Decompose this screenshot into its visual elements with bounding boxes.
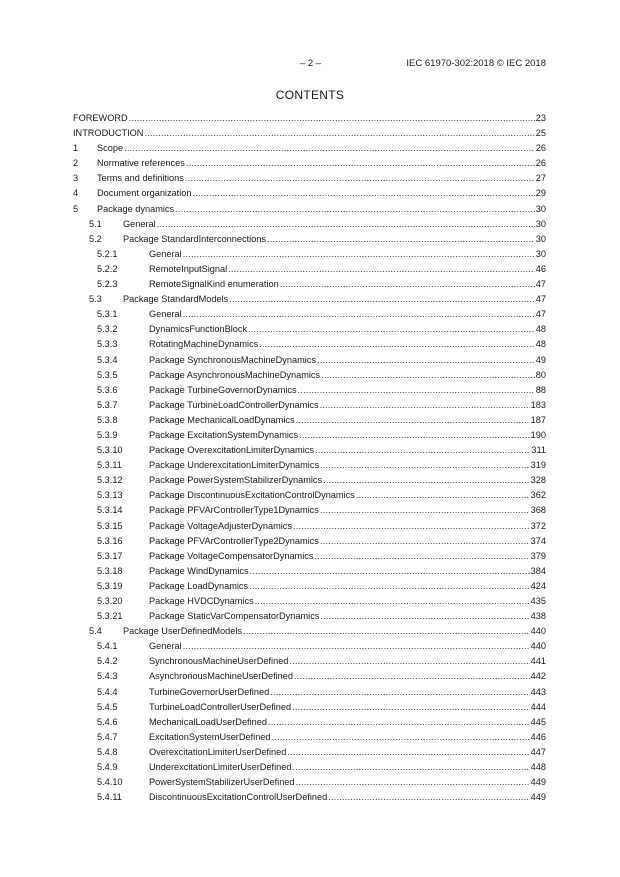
toc-entry-title: Package TurbineLoadControllerDynamics [149,399,319,410]
toc-entry-title: Package VoltageAdjusterDynamics [149,520,292,531]
standard-reference: IEC 61970-302:2018 © IEC 2018 [406,58,546,69]
toc-entry-title: TurbineGovernorUserDefined [149,686,270,697]
toc-entry[interactable] [73,141,546,156]
toc-entry-title: MechanicalLoadUserDefined [149,716,267,727]
dot-leader [183,307,535,322]
toc-entry-page: 424 [530,580,546,591]
toc-entry-number: 5.2.1 [97,248,118,259]
toc-entry-page: 435 [530,596,546,606]
toc-entry[interactable] [73,790,546,805]
toc-entry-page: 374 [530,535,546,546]
toc-entry-number: 5.4.10 [97,777,123,788]
toc-entry-number: 5.4.7 [97,731,118,742]
toc-entry-page: 48 [535,324,546,335]
toc-entry-number: 5.3.7 [97,399,118,410]
toc-entry-page: 449 [530,777,546,788]
toc-entry[interactable] [73,473,546,488]
toc-entry[interactable] [73,730,546,745]
toc-entry-page: 29 [535,188,546,199]
toc-entry-title: Normative references [97,158,185,169]
dot-leader [183,247,535,262]
dot-leader [320,534,530,549]
toc-entry-number: 5.4 [89,626,102,637]
toc-entry-title: Package UnderexcitationLimiterDynamics [149,460,320,471]
toc-entry[interactable] [73,277,546,292]
toc-entry-page: 27 [535,173,546,184]
dot-leader [229,292,535,307]
dot-leader [272,730,530,745]
toc-entry-page: 30 [535,203,546,214]
toc-entry-page: 446 [530,731,546,742]
toc-entry-page: 48 [535,339,546,350]
toc-entry[interactable] [73,413,546,428]
toc-entry-number: 5.3.19 [97,580,123,591]
toc-entry-page: 23 [535,113,546,123]
dot-leader [186,156,535,171]
toc-entry-page: 30 [535,248,546,259]
toc-entry-number: 5.4.8 [97,746,118,757]
toc-entry-title: DynamicsFunctionBlock [149,324,248,335]
toc-entry-page: 441 [530,656,546,667]
toc-entry[interactable] [73,262,546,277]
toc-entry[interactable] [73,232,546,247]
toc-entry-title: General [149,309,182,320]
toc-entry[interactable] [73,685,546,700]
toc-entry-page: 319 [530,460,546,471]
toc-entry-page: 46 [535,263,546,274]
toc-entry-title: RotatingMachineDynamics [149,339,259,350]
toc-entry-title: Package ExcitationSystemDynamics [149,429,299,440]
toc-entry-number: 5.3.8 [97,414,118,425]
toc-entry-title: Package OverexcitationLimiterDynamics [149,445,314,456]
toc-entry-page: 80 [535,369,546,380]
toc-entry-number: 5.3.10 [97,445,123,456]
toc-entry-page: 384 [530,565,546,576]
toc-entry-title: FOREWORD [73,113,128,123]
toc-entry-number: 5.4.1 [97,641,118,652]
toc-entry-title: AsynchronousMachineUserDefined [149,671,294,682]
toc-entry-number: 5.4.9 [97,762,118,773]
toc-entry-page: 190 [530,429,546,440]
toc-entry[interactable] [73,564,546,579]
dot-leader [296,413,530,428]
toc-entry-page: 440 [530,641,546,652]
page-title: CONTENTS [275,88,345,102]
toc-entry-page: 440 [530,626,546,637]
dot-leader [267,232,535,247]
toc-entry[interactable] [73,700,546,715]
toc-entry-title: Package StaticVarCompensatorDynamics [149,611,320,622]
toc-entry[interactable] [73,307,546,322]
toc-entry-title: Package dynamics [97,203,175,214]
toc-entry[interactable] [73,217,546,232]
toc-entry-title: TurbineLoadControllerUserDefined [149,701,292,712]
toc-entry-page: 47 [535,294,546,305]
toc-entry-title: General [149,248,182,259]
toc-entry[interactable] [73,594,546,609]
dot-leader [185,171,535,186]
toc-entry[interactable] [73,111,546,126]
dot-leader [255,594,530,609]
toc-entry-number: 5.3.21 [97,611,123,622]
toc-entry-number: 5.3.16 [97,535,123,546]
toc-entry[interactable] [73,503,546,518]
toc-entry-title: RemoteInputSignal [149,263,228,274]
toc-entry-number: 5.4.11 [97,792,122,803]
toc-entry-number: 5.3.14 [97,505,123,516]
toc-entry-number: 5.4.3 [97,671,118,682]
toc-entry[interactable] [73,745,546,760]
dot-leader [315,443,530,458]
toc-entry-page: 25 [535,128,546,139]
dot-leader [248,322,535,337]
toc-entry[interactable] [73,383,546,398]
dot-leader [243,624,530,639]
toc-entry-page: 379 [530,550,546,561]
toc-entry-title: Terms and definitions [97,173,184,184]
table-of-contents [73,111,546,805]
dot-leader [287,745,529,760]
toc-entry-number: 5.3.12 [97,475,123,486]
toc-entry[interactable] [73,609,546,624]
toc-entry[interactable] [73,202,546,217]
dot-leader [321,368,535,383]
dot-leader [268,715,530,730]
toc-entry[interactable] [73,775,546,790]
toc-entry[interactable] [73,579,546,594]
dot-leader [293,519,530,534]
toc-entry[interactable] [73,519,546,534]
toc-entry-title: Package PowerSystemStabilizerDynamics [149,475,323,486]
dot-leader [314,549,529,564]
dot-leader [298,383,535,398]
toc-entry[interactable] [73,639,546,654]
toc-entry-page: 443 [530,686,546,697]
toc-entry[interactable] [73,186,546,201]
toc-entry-title: Package DiscontinuousExcitationControlDynamics [149,490,355,501]
dot-leader [292,760,529,775]
toc-entry-page: 47 [535,279,546,290]
toc-entry[interactable] [73,488,546,503]
toc-entry-title: General [123,218,156,229]
toc-entry-title: Package HVDCDynamics [149,596,254,606]
toc-entry-number: 5.3.3 [97,339,118,350]
toc-entry-title: Package StandardInterconnections [123,233,267,244]
toc-entry-title: Package TurbineGovernorDynamics [149,384,297,395]
toc-entry[interactable] [73,398,546,413]
dot-leader [144,126,534,141]
toc-entry-page: 47 [535,309,546,320]
toc-entry-title: General [149,641,182,652]
toc-entry-title: Package PFVArControllerType2Dynamics [149,535,319,546]
toc-entry-number: 5.1 [89,218,102,229]
dot-leader [323,473,530,488]
toc-entry[interactable] [73,353,546,368]
toc-entry-number: 5.3 [89,294,102,305]
toc-entry[interactable] [73,760,546,775]
toc-entry-page: 368 [530,505,546,516]
dot-leader [320,458,530,473]
toc-entry-page: 328 [530,475,546,486]
toc-entry-page: 26 [535,158,546,169]
toc-entry-title: Package LoadDynamics [149,580,249,591]
toc-entry-number: 5.4.5 [97,701,118,712]
toc-entry-title: Package WindDynamics [149,565,249,576]
toc-entry-title: Package SynchronousMachineDynamics [149,354,316,365]
dot-leader [124,141,535,156]
toc-entry-page: 444 [530,701,546,712]
toc-entry-number: 4 [73,188,79,199]
toc-entry-number: 5.4.4 [97,686,118,697]
toc-entry[interactable] [73,322,546,337]
toc-entry[interactable] [73,715,546,730]
toc-entry-page: 183 [530,399,546,410]
toc-entry-page: 447 [530,746,546,757]
toc-entry[interactable] [73,337,546,352]
toc-entry-page: 372 [530,520,546,531]
toc-entry[interactable] [73,534,546,549]
toc-entry-number: 5.3.9 [97,429,118,440]
dot-leader [289,654,529,669]
toc-entry-number: 5.4.2 [97,656,118,667]
toc-entry[interactable] [73,654,546,669]
toc-entry-number: 5.3.13 [97,490,123,501]
toc-entry-page: 49 [535,354,546,365]
toc-entry-title: Scope [97,143,124,154]
toc-entry-title: INTRODUCTION [73,128,144,139]
toc-entry-page: 187 [530,414,546,425]
dot-leader [250,564,530,579]
dot-leader [320,398,530,413]
toc-entry[interactable] [73,247,546,262]
dot-leader [320,503,530,518]
toc-entry[interactable] [73,669,546,684]
toc-entry-number: 2 [73,158,79,169]
toc-entry[interactable] [73,368,546,383]
toc-entry-title: Document organization [97,188,192,199]
toc-entry-title: UnderexcitationLimiterUserDefined [149,762,292,773]
toc-entry-page: 445 [530,716,546,727]
toc-entry-title: Package VoltageCompensatorDynamics [149,550,314,561]
toc-entry-title: Package PFVArControllerType1Dynamics [149,505,319,516]
toc-entry-number: 5.3.5 [97,369,118,380]
toc-entry-number: 5.3.2 [97,324,118,335]
dot-leader [294,669,530,684]
toc-entry-title: PowerSystemStabilizerUserDefined [149,777,295,788]
toc-entry-number: 5.3.4 [97,354,118,365]
toc-entry-number: 5.3.18 [97,565,123,576]
dot-leader [249,579,530,594]
toc-entry-page: 362 [530,490,546,501]
dot-leader [317,353,535,368]
toc-entry-title: DiscontinuousExcitationControlUserDefined [149,792,328,803]
dot-leader [157,217,535,232]
toc-entry-page: 30 [535,218,546,229]
dot-leader [228,262,535,277]
dot-leader [270,685,529,700]
dot-leader [320,609,529,624]
toc-entry-page: 449 [530,792,546,803]
dot-leader [356,488,530,503]
dot-leader [259,337,534,352]
toc-entry-number: 5.4.6 [97,716,118,727]
toc-entry[interactable] [73,126,546,141]
dot-leader [183,639,530,654]
toc-entry[interactable] [73,428,546,443]
toc-entry[interactable] [73,443,546,458]
dot-leader [129,111,535,126]
toc-entry-title: Package StandardModels [123,294,229,305]
toc-entry-page: 442 [530,671,546,682]
toc-entry[interactable] [73,156,546,171]
toc-entry[interactable] [73,292,546,307]
toc-entry[interactable] [73,624,546,639]
toc-entry[interactable] [73,171,546,186]
toc-entry[interactable] [73,458,546,473]
toc-entry-number: 1 [73,143,79,154]
toc-entry-title: Package UserDefinedModels [123,626,242,637]
toc-entry-number: 3 [73,173,79,184]
toc-entry-title: Package MechanicalLoadDynamics [149,414,295,425]
toc-entry-number: 5.3.15 [97,520,123,531]
dot-leader [328,790,529,805]
toc-entry[interactable] [73,549,546,564]
toc-entry-title: OverexcitationLimiterUserDefined [149,746,287,757]
toc-entry-number: 5.3.20 [97,596,123,606]
toc-entry-page: 448 [530,762,546,773]
toc-entry-page: 88 [535,384,546,395]
toc-entry-number: 5.3.6 [97,384,118,395]
toc-entry-title: SynchronousMachineUserDefined [149,656,289,667]
toc-entry-page: 30 [535,233,546,244]
toc-entry-number: 5.3.17 [97,550,123,561]
toc-entry-number: 5.3.1 [97,309,118,320]
dot-leader [192,186,534,201]
dot-leader [292,700,530,715]
toc-entry-page: 26 [535,143,546,154]
dot-leader [299,428,530,443]
toc-entry-number: 5.2.2 [97,263,118,274]
dot-leader [296,775,530,790]
toc-entry-page: 438 [530,611,546,622]
toc-entry-page: 311 [531,445,546,456]
toc-entry-number: 5.2.3 [97,279,118,290]
dot-leader [175,202,535,217]
dot-leader [280,277,535,292]
toc-entry-number: 5.2 [89,233,102,244]
toc-entry-number: 5.3.11 [97,460,122,471]
toc-entry-title: Package AsynchronousMachineDynamics [149,369,321,380]
toc-entry-title: RemoteSignalKind enumeration [149,279,279,290]
page-number-marker: – 2 – [300,58,322,69]
toc-entry-title: ExcitationSystemUserDefined [149,731,271,742]
toc-entry-number: 5 [73,203,79,214]
